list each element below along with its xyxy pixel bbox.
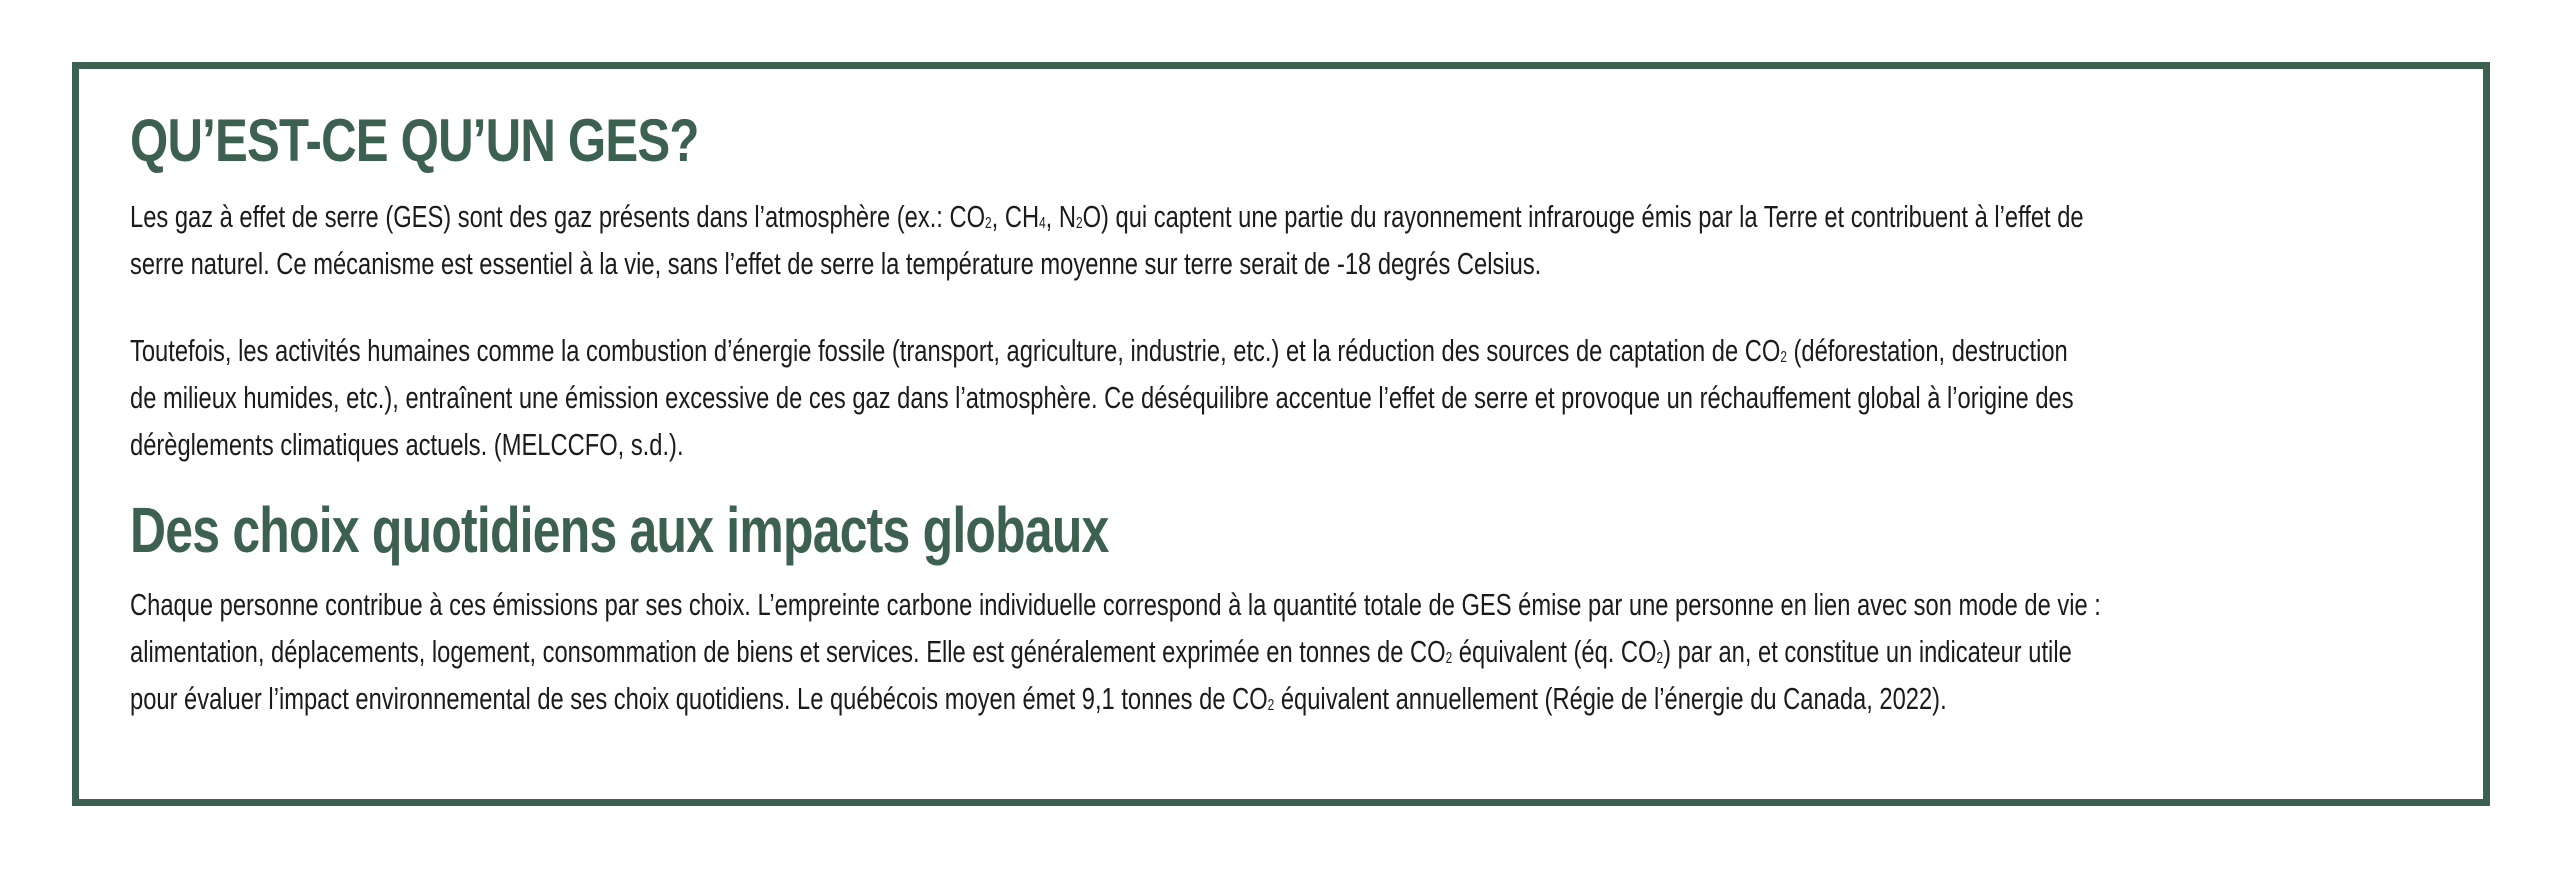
text-run: alimentation, déplacements, logement, consommation de biens et services. Elle est généralement exprimée en tonnes de CO — [130, 634, 1446, 669]
subscript: 2 — [1780, 348, 1787, 366]
text-line — [130, 193, 2084, 240]
subscript: 2 — [1445, 649, 1453, 667]
text-run: équivalent annuellement (Régie de l’énergie du Canada, 2022). — [1274, 681, 1947, 716]
text-run: , CH — [991, 199, 1040, 234]
text-run: ) par an, et constitue un indicateur utile — [1663, 634, 2072, 669]
section-title-daily-choices: Des choix quotidiens aux impacts globaux — [130, 494, 1109, 566]
text-line: dérèglements climatiques actuels. (MELCCFO, s.d.). — [130, 427, 684, 462]
text-line — [130, 675, 1947, 722]
text-run: équivalent (éq. CO — [1452, 634, 1657, 669]
subscript: 2 — [1656, 649, 1664, 667]
text-run: Toutefois, les activités humaines comme la combustion d’énergie fossile (transport, agriculture, industrie, etc.) et la réduction des sources de captation de CO — [130, 333, 1781, 368]
text-line: de milieux humides, etc.), entraînent une émission excessive de ces gaz dans l’atmosphère. Ce déséquilibre accentue l’effet de serre et provoque un réchauffement global à l’origine des — [130, 380, 2074, 415]
text-run: O) qui captent une partie du rayonnement infrarouge émis par la Terre et contribuent à l’effet de — [1082, 199, 2084, 234]
text-run: pour évaluer l’impact environnemental de ses choix quotidiens. Le québécois moyen émet 9,1 tonnes de CO — [130, 681, 1268, 716]
text-line — [130, 628, 2072, 675]
text-run: , N — [1045, 199, 1076, 234]
text-run: (déforestation, destruction — [1786, 333, 2068, 368]
text-line — [130, 327, 2068, 374]
subscript: 2 — [1267, 696, 1275, 714]
subscript: 2 — [985, 214, 992, 232]
text-line: serre naturel. Ce mécanisme est essentiel à la vie, sans l’effet de serre la température moyenne sur terre serait de -18 degrés Celsius. — [130, 246, 1542, 281]
text-line: Chaque personne contribue à ces émissions par ses choix. L’empreinte carbone individuelle correspond à la quantité totale de GES émise par une personne en lien avec son mode de vie : — [130, 587, 2101, 622]
paragraph-human-activities — [130, 327, 2433, 468]
section-title-ges: QU’EST-CE QU’UN GES? — [130, 107, 699, 174]
info-box — [72, 62, 2490, 806]
paragraph-carbon-footprint — [130, 581, 2433, 722]
subscript: 2 — [1075, 214, 1083, 232]
paragraph-ges-definition — [130, 193, 2433, 287]
text-run: Les gaz à effet de serre (GES) sont des gaz présents dans l’atmosphère (ex.: CO — [130, 199, 986, 234]
subscript: 4 — [1039, 214, 1046, 232]
